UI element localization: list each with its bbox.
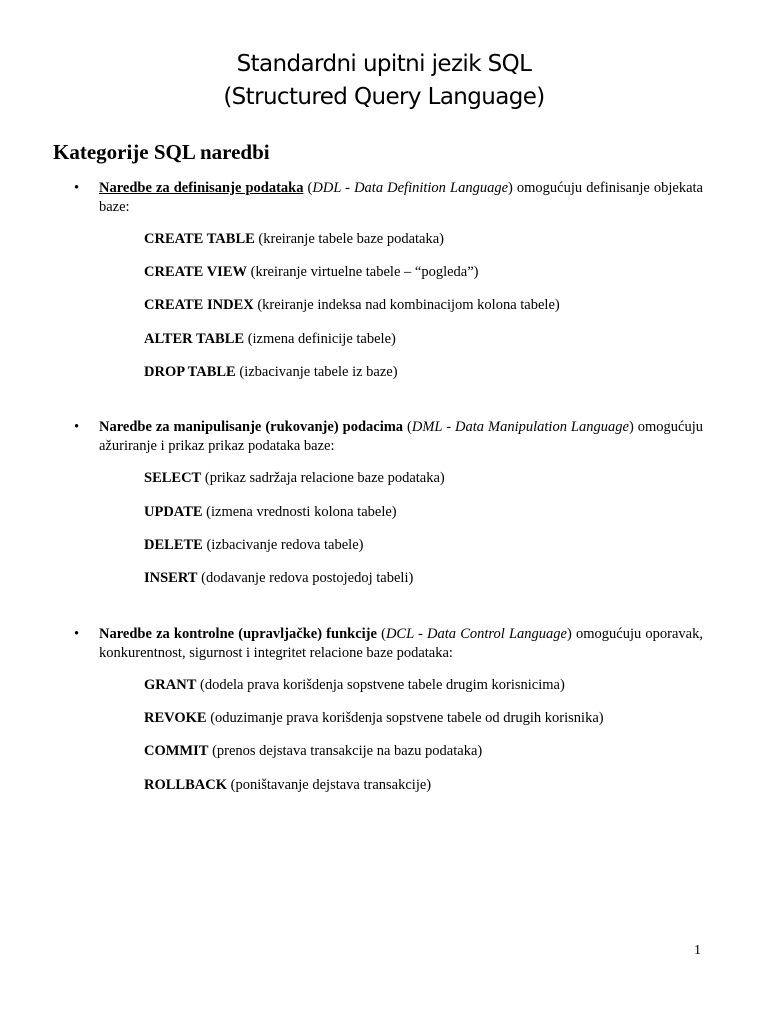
command-item [144,469,445,488]
bullet-icon: • [74,626,80,642]
command-description: (dodavanje redova postojedoj tabeli) [197,570,414,586]
command-item [144,363,398,382]
command-description: (kreiranje indeksa nad kombinacijom kolona tabele) [253,297,560,313]
command-item [144,536,363,555]
command-keyword: INSERT [144,570,198,586]
command-item [144,263,479,282]
command-item [144,230,444,249]
command-keyword: REVOKE [144,710,207,726]
bullet-icon: • [74,419,80,435]
command-description: (poništavanje dejstava transakcije) [227,777,432,793]
command-item [144,776,431,795]
command-item [144,330,396,349]
command-item [144,709,604,728]
page-number: 1 [694,943,701,958]
command-keyword: UPDATE [144,504,203,520]
command-description: (izmena vrednosti kolona tabele) [202,504,397,520]
command-keyword: COMMIT [144,743,209,759]
dml-abbreviation: DML - Data Manipulation Language [411,419,629,435]
dcl-category-name: Naredbe za kontrolne (upravljačke) funkcije [99,626,377,642]
command-description: (kreiranje tabele baze podataka) [254,231,444,247]
command-description: (izbacivanje tabele iz baze) [235,364,398,380]
dcl-intro: Naredbe za kontrolne (upravljačke) funkcije (DCL - Data Control Language) omogućuju oporavak, konkurentnost, sigurnost i integritet relacione baze podataka: [99,626,703,661]
ddl-intro: Naredbe za definisanje podataka (DDL - Data Definition Language) omogućuju definisanje objekata baze: [99,180,703,215]
command-description: (kreiranje virtuelne tabele – “pogleda”) [247,264,479,280]
command-keyword: CREATE INDEX [144,297,254,313]
command-keyword: GRANT [144,677,197,693]
command-description: (dodela prava korišdenja sopstvene tabele drugim korisnicima) [196,677,565,693]
title-line-1: Standardni upitni jezik SQL [236,51,532,77]
dcl-abbreviation: DCL - Data Control Language [385,626,567,642]
command-keyword: ALTER TABLE [144,331,245,347]
command-keyword: ROLLBACK [144,777,227,793]
command-description: (prikaz sadržaja relacione baze podataka) [201,470,445,486]
document-title [0,48,768,114]
command-description: (oduzimanje prava korišdenja sopstvene tabele od drugih korisnika) [206,710,604,726]
ddl-category-name: Naredbe za definisanje podataka [99,180,304,196]
command-description: (izmena definicije tabele) [244,331,396,347]
command-item [144,742,482,761]
command-item [144,676,565,695]
bullet-icon: • [74,180,80,196]
section-heading: Kategorije SQL naredbi [53,140,270,164]
title-line-2: (Structured Query Language) [223,84,545,110]
dml-category-name: Naredbe za manipulisanje (rukovanje) podacima [99,419,404,435]
command-item [144,503,397,522]
ddl-abbreviation: DDL - Data Definition Language [312,180,508,196]
command-description: (prenos dejstava transakcije na bazu podataka) [208,743,483,759]
command-keyword: DELETE [144,537,203,553]
command-keyword: SELECT [144,470,202,486]
command-keyword: CREATE TABLE [144,231,255,247]
command-item [144,569,413,588]
command-keyword: CREATE VIEW [144,264,248,280]
command-description: (izbacivanje redova tabele) [202,537,364,553]
dml-intro: Naredbe za manipulisanje (rukovanje) podacima (DML - Data Manipulation Language) omogućuju ažuriranje i prikaz prikaz podataka baze: [99,419,703,454]
command-keyword: DROP TABLE [144,364,236,380]
command-item [144,296,560,315]
